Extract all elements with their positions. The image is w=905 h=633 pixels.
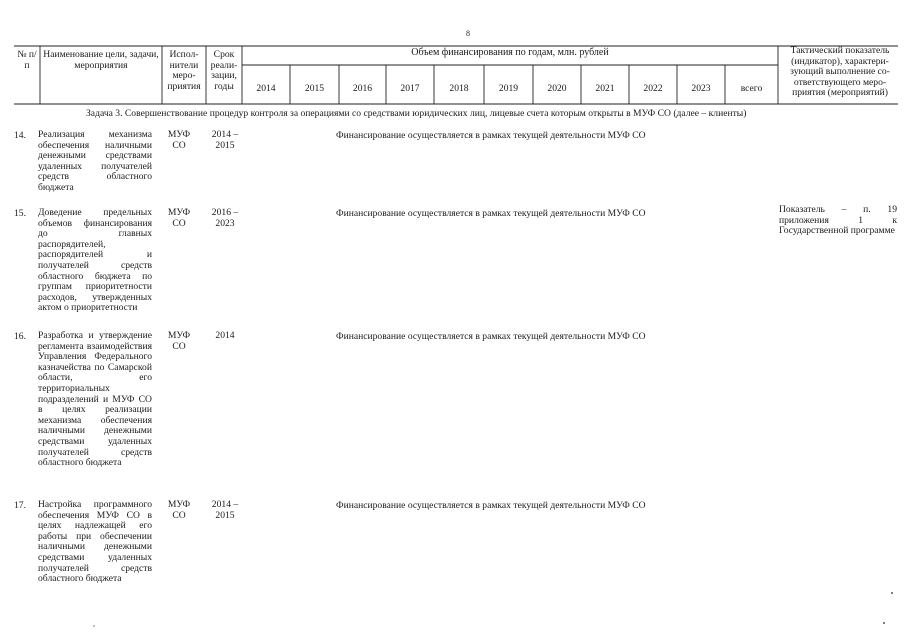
- row-term: 2014: [215, 330, 235, 341]
- year-2022: 2022: [643, 83, 663, 94]
- row-number: 17.: [14, 500, 26, 511]
- row-number: 15.: [14, 208, 26, 219]
- header-executor: Испол-нители меро-приятия: [167, 49, 201, 92]
- row-name: Настройка программного обеспечения МУФ СО в целях надлежащей его работы при обеспечении наличными денежными средствами удаленных получателей средств областного бюджета: [38, 499, 152, 585]
- row-executor: МУФ СО: [167, 330, 191, 352]
- row-funding: Финансирование осуществляется в рамках текущей деятельности МУФ СО: [336, 130, 646, 141]
- scan-speck: [93, 625, 95, 627]
- scan-speck: [883, 622, 885, 624]
- year-2017: 2017: [400, 83, 420, 94]
- row-funding: Финансирование осуществляется в рамках текущей деятельности МУФ СО: [336, 500, 646, 511]
- row-name: Разработка и утверждение регламента взаимодействия Управления Федерального казначейства по Самарской области, его территориальных подразделений и МУФ СО в целях реализации механизма обеспечения наличными денежными средствами удаленных получателей средств областного бюджета: [38, 330, 152, 469]
- task-3-heading: Задача 3. Совершенствование процедур контроля за операциями со средствами юридических лиц, лицевые счета которым открыты в МУФ СО (далее – клиенты): [86, 108, 747, 119]
- row-term: 2014 – 2015: [211, 129, 239, 151]
- year-2018: 2018: [449, 83, 469, 94]
- year-2019: 2019: [498, 83, 519, 94]
- row-name: Реализация механизма обеспечения наличными денежными средствами удаленных получателей средств областного бюджета: [38, 129, 152, 193]
- row-indicator: Показатель – п. 19 приложения 1 к Государственной программе: [779, 204, 897, 237]
- year-2021: 2021: [595, 83, 615, 94]
- header-term: Срок реали-зации, годы: [210, 49, 238, 92]
- row-executor: МУФ СО: [167, 499, 191, 521]
- row-funding: Финансирование осуществляется в рамках текущей деятельности МУФ СО: [336, 331, 646, 342]
- row-name: Доведение предельных объемов финансирования до главных распорядителей, распорядителей и получателей средств областного бюджета по группам приоритетности расходов, утвержденных актом о приоритетности: [38, 207, 152, 314]
- year-2023: 2023: [691, 83, 711, 94]
- year-2020: 2020: [547, 83, 567, 94]
- header-name: Наименование цели, задачи, мероприятия: [43, 49, 159, 71]
- scan-speck: [891, 592, 893, 594]
- row-number: 14.: [14, 130, 26, 141]
- row-number: 16.: [14, 331, 26, 342]
- header-indicator: Тактический показатель (индикатор), характери-зующий выполнение со-ответствующего меро-приятия (мероприятий): [790, 45, 890, 99]
- row-term: 2016 – 2023: [211, 207, 239, 229]
- row-executor: МУФ СО: [167, 207, 191, 229]
- year-2014: 2014: [256, 83, 276, 94]
- page-number: 8: [466, 29, 470, 38]
- header-funding: Объем финансирования по годам, млн. рублей: [411, 47, 609, 58]
- year-2016: 2016: [352, 83, 373, 94]
- year-2015: 2015: [304, 83, 325, 94]
- header-num: № п/п: [17, 49, 37, 71]
- row-executor: МУФ СО: [167, 129, 191, 151]
- row-term: 2014 – 2015: [211, 499, 239, 521]
- year-total: всего: [740, 83, 763, 94]
- row-funding: Финансирование осуществляется в рамках текущей деятельности МУФ СО: [336, 208, 646, 219]
